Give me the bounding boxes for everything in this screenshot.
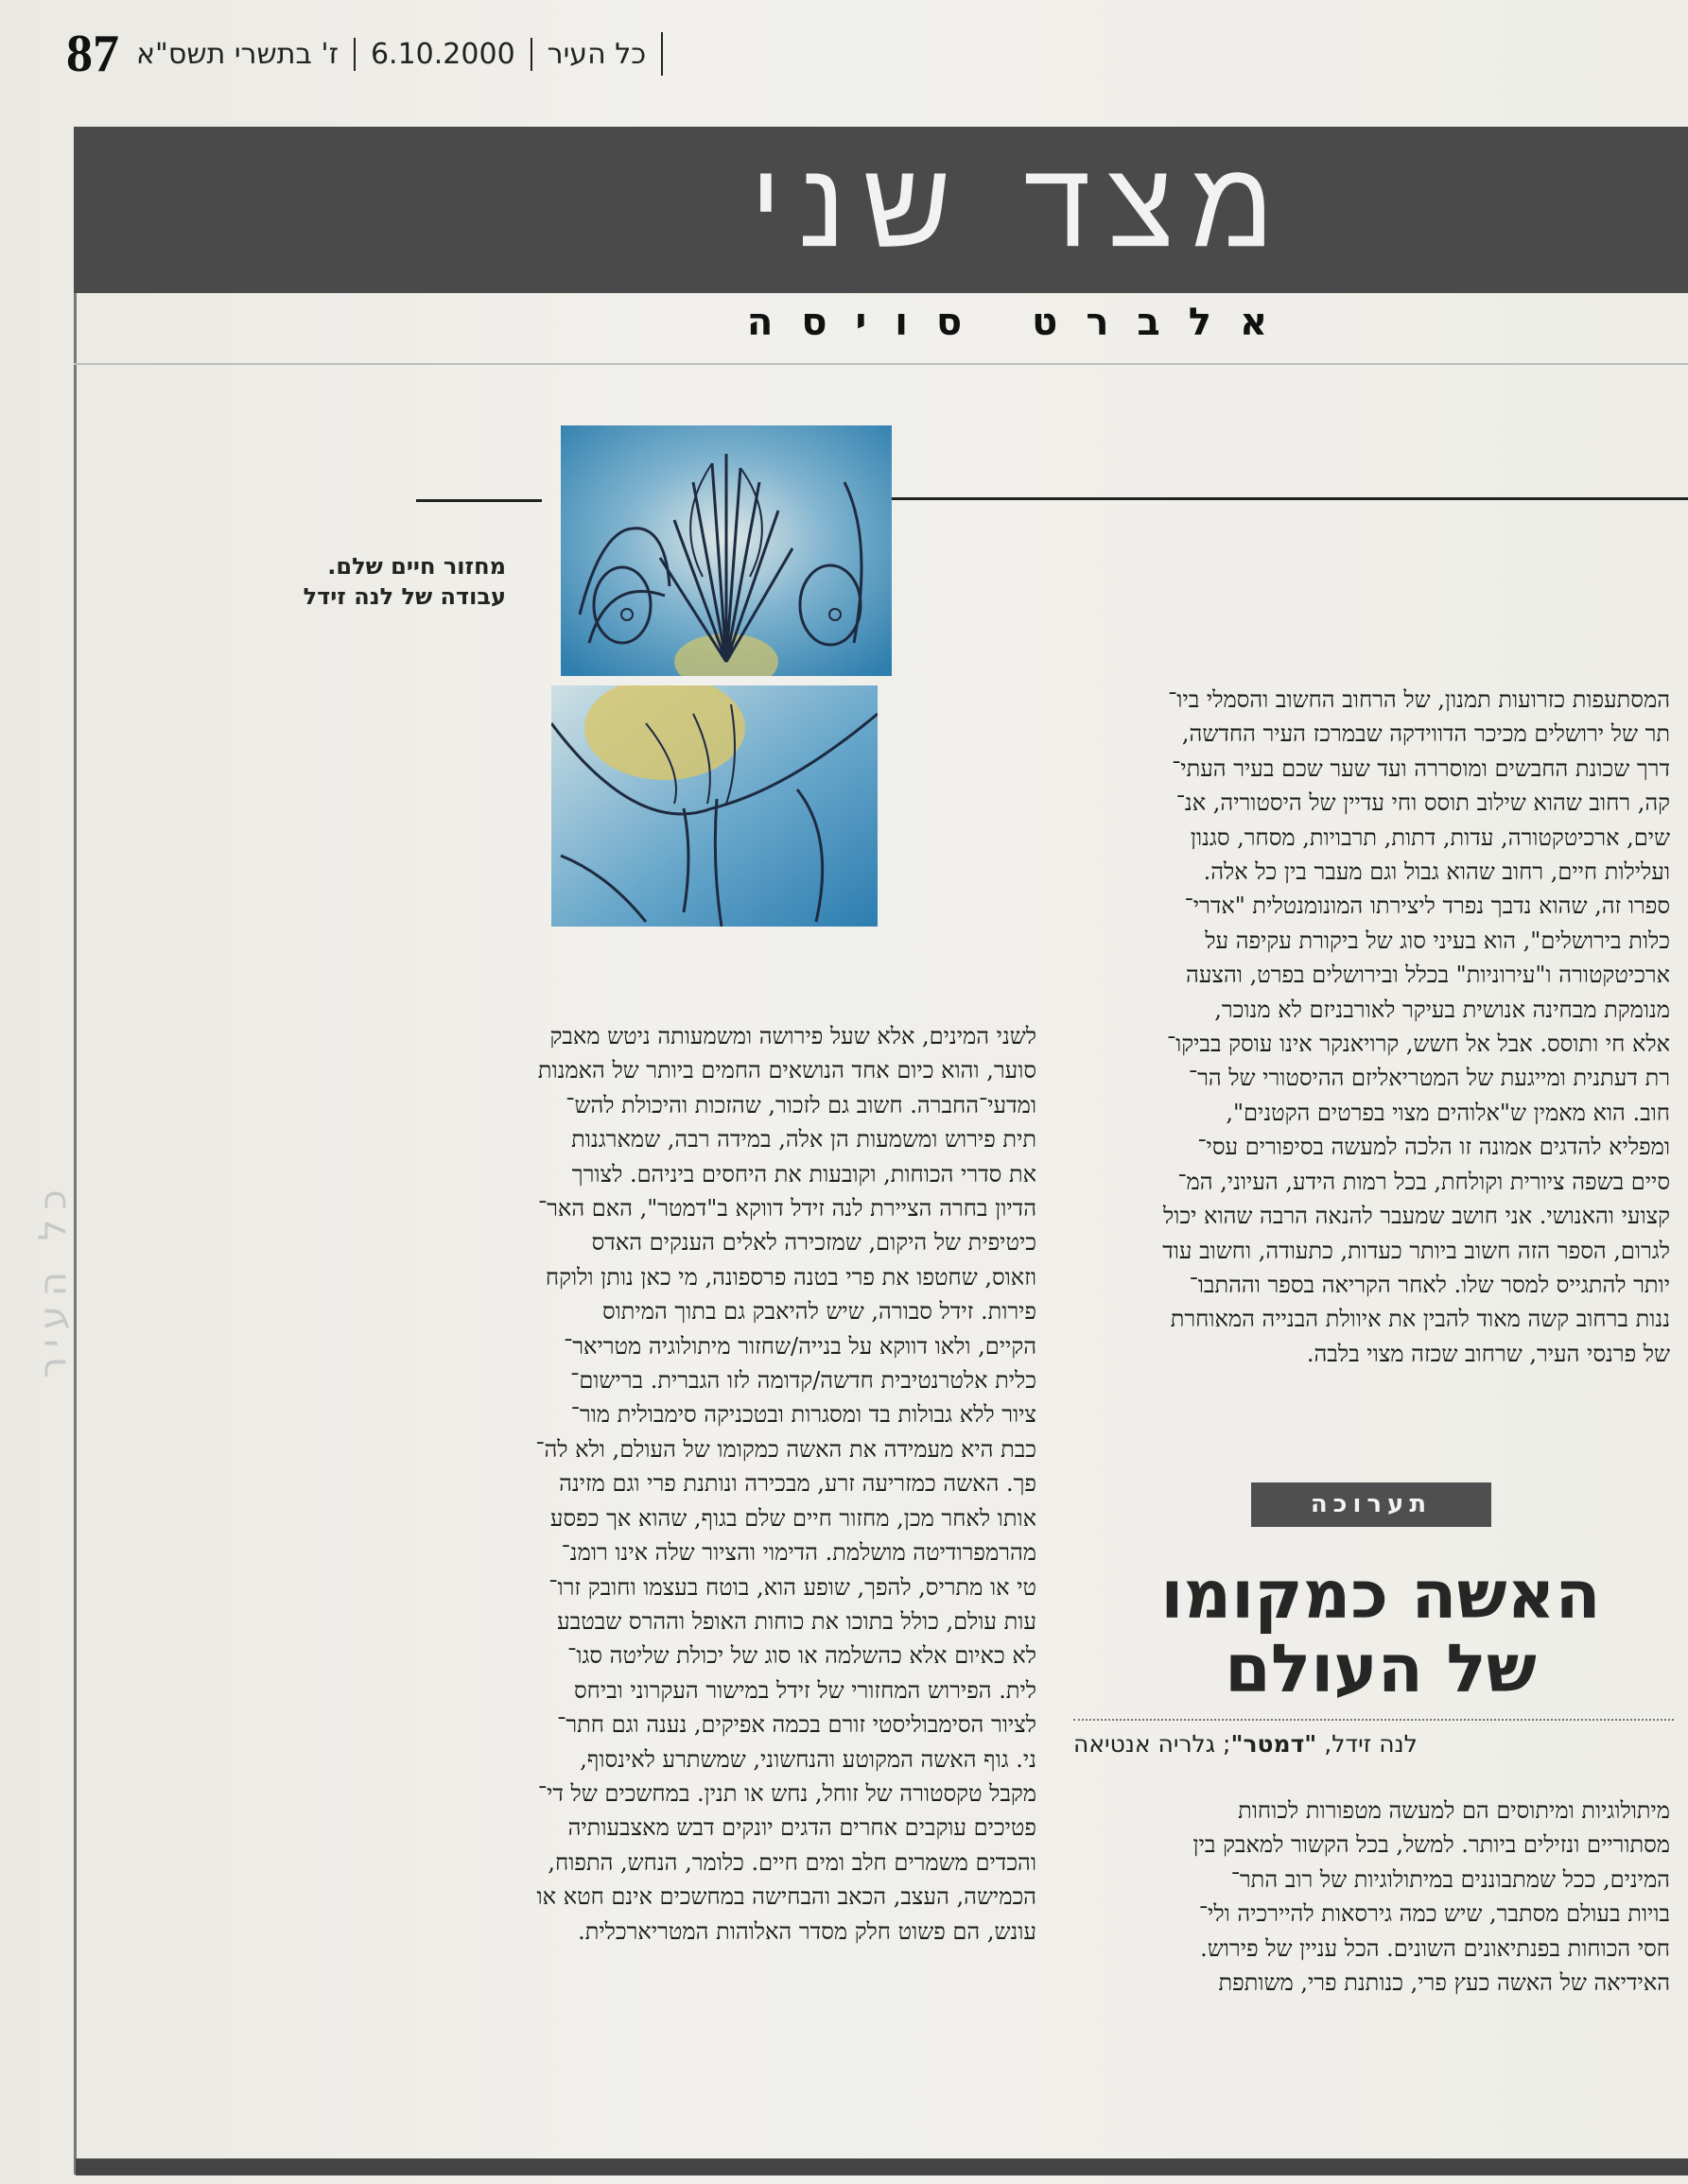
credit-gallery: ; גלריה אנטיאה xyxy=(1073,1730,1231,1758)
text-line: מקבל טקסטורה של זוחל, נחש או תנין. במחשכים של די־ xyxy=(537,1779,1036,1807)
text-line: טי או מתריס, להפך, שופע הוא, בוטח בעצמו וחובק זרו־ xyxy=(548,1573,1036,1601)
text-line: מיתולוגיות ומיתוסים הם למעשה מטפורות לכוחות xyxy=(1238,1797,1670,1824)
text-line: עונש, הם פשוט חלק מסדר האלוהות המטריארכלית. xyxy=(578,1917,1036,1945)
text-line: תית פירוש ומשמעות הן אלה, במידה רבה, שמארגנות xyxy=(571,1126,1036,1153)
text-line: הדיון בחרה הציירת לנה זידל דווקא ב"דמטר", האם האר־ xyxy=(537,1195,1036,1222)
bleed-through-label: כל העיר xyxy=(31,1180,76,1378)
text-line: לית. הפירוש המחזורי של זידל במישור העקרוני וביחס xyxy=(573,1676,1036,1704)
text-line: הקיים, ולאו דווקא על בנייה/שחזור מיתולוגיה מטריאר־ xyxy=(564,1332,1036,1360)
text-line: ועלילות חיים, רחוב שהוא גבול וגם מעבר בין כל אלה. xyxy=(1203,858,1670,886)
issue-date: 6.10.2000 xyxy=(354,38,531,71)
text-line: המינים, ככל שמתבוננים במיתולוגיות של רוב התר־ xyxy=(1230,1865,1670,1893)
headline-line-2: של העולם xyxy=(1225,1630,1537,1707)
text-line: רת דעתנית ומייגעת של המטריאליזם ההיסטורי של הר־ xyxy=(1188,1065,1670,1092)
text-line: לגרום, הספר הזה חשוב ביותר כעדות, כתעודה, וחשוב עוד xyxy=(1162,1237,1670,1264)
decorative-rule-right xyxy=(889,497,1688,500)
caption-line-2: עבודה של לנה זידל xyxy=(303,583,506,610)
column-banner xyxy=(74,127,1688,293)
text-line: בויות בעולם מסתבר, שיש כמה גירסאות להיירכיה ולי־ xyxy=(1198,1900,1670,1928)
text-line: ומפליא להדגים אמונה זו הלכה למעשה בסיפורים עסי־ xyxy=(1197,1134,1670,1161)
column-exhibition-continued xyxy=(416,1019,1036,1949)
text-line: עות עולם, כולל בתוכו את כוחות האופל וההרס שבטבע xyxy=(557,1607,1036,1635)
text-line: לציור הסימבוליסטי זורם בכמה אפיקים, נענה וגם חתר־ xyxy=(557,1711,1036,1739)
text-line: המסתעפות כזרועות תמנון, של הרחוב החשוב והסמלי ביו־ xyxy=(1168,686,1670,713)
text-line: והכדים משמרים חלב ומים חיים. כלומר, הנחש, התפוח, xyxy=(548,1848,1036,1876)
exhibition-credit xyxy=(1073,1730,1603,1758)
bleed-through-text xyxy=(31,1116,129,1428)
text-line: האידיאה של האשה כעץ פרי, כנותנת פרי, משותפת xyxy=(1218,1969,1670,1997)
hebrew-date: ז' בתשרי תשס"א xyxy=(136,37,339,71)
text-line: ציור ללא גבולות בד ומסגרות ובטכניקה סימבולית מור־ xyxy=(570,1401,1036,1429)
text-line: חוב. הוא מאמין ש"אלוהים מצוי בפרטים הקטנים", xyxy=(1226,1099,1670,1126)
text-line: מנומקת מבחינה אנושית בעיקר לאורבניזם לא מנוכר, xyxy=(1214,996,1670,1023)
credit-title: "דמטר" xyxy=(1230,1730,1317,1758)
text-line: דרך שכונת החבשים ומוסררה ועד שער שכם בעיר העתי־ xyxy=(1172,754,1670,782)
credit-artist: לנה זידל, xyxy=(1316,1730,1418,1758)
text-line: תר של ירושלים מכיכר הדווידקה שבמרכז העיר החדשה, xyxy=(1181,720,1670,748)
text-line: קה, רחוב שהוא שילוב תוסס וחי עדיין של היסטוריה, אנ־ xyxy=(1175,789,1670,817)
decorative-rule-left xyxy=(416,499,542,502)
text-line: ארכיטקטורה ו"עירוניות" בכלל ובירושלים בפרט, והצעה xyxy=(1186,962,1670,989)
page-number: 87 xyxy=(66,25,119,83)
column-exhibition-start xyxy=(1069,1794,1670,2000)
text-line: ננות ברחוב קשה מאוד להבין את איוולת הבנייה המאוחרת xyxy=(1170,1306,1670,1333)
text-line: ומדעי־החברה. חשוב גם לזכור, שהזכות והיכולת להש־ xyxy=(566,1091,1036,1118)
fold-line xyxy=(74,363,1688,365)
text-line: קצועי והאנושי. אני חושב שמעבר להנאה הרבה שהוא יכול xyxy=(1163,1203,1670,1230)
text-line: ספרו זה, שהוא נדבך נפרד ליצירתו המונומנטלית "אדרי־ xyxy=(1184,893,1670,920)
text-line: וזאוס, שחטפו את פרי בטנה פרספונה, מי כאן נותן ולוקח xyxy=(545,1263,1036,1291)
caption-line-1: מחזור חיים שלם. xyxy=(327,553,506,580)
text-line: חסי הכוחות בפנתיאונים השונים. הכל עניין של פירוש. xyxy=(1200,1934,1670,1962)
text-line: כיטיפית של היקום, שמזכירה לאלים הענקים האדס xyxy=(591,1229,1036,1257)
bottom-bar xyxy=(76,2158,1688,2175)
text-line: מסתוריים ונזילים ביותר. למשל, בכל הקשור למאבק בין xyxy=(1192,1831,1670,1859)
text-line: פך. האשה כמזריעה זרע, מבכירה ונותנת פרי וגם מזינה xyxy=(559,1470,1036,1498)
text-line: פטיכים עוקבים אחרים הדגים יונקים דבש מאצבעותיה xyxy=(567,1814,1036,1842)
header-divider xyxy=(661,32,663,76)
text-line: כלית אלטרנטיבית חדשה/קדומה לזו הגברית. ברישום־ xyxy=(570,1367,1036,1395)
text-line: לא כאיום אלא כהשלמה או סוג של יכולת שליטה סגו־ xyxy=(567,1642,1036,1670)
text-line: אותו לאחר מכן, מחזור חיים שלם בגוף, שהוא אך כפסע xyxy=(549,1504,1036,1532)
text-line: לשני המינים, אלא שעל פירושה ומשמעותה ניטש מאבק xyxy=(549,1023,1036,1049)
headline-line-1: האשה כמקומו xyxy=(1160,1556,1601,1634)
text-line: כבת היא מעמידה את האשה כמקומו של העולם, ולא לה־ xyxy=(535,1435,1036,1463)
text-line: שים, ארכיטקטורה, עדות, דתות, תרבויות, מסחר, סגנון xyxy=(1190,823,1670,851)
text-line: סוער, והוא כיום אחד הנושאים החמים ביותר של האמנות xyxy=(537,1057,1036,1084)
text-line: אלא חי ותוסס. אבל אל חשש, קרויאנקר אינו עוסק בביקו־ xyxy=(1166,1031,1670,1058)
text-line: את סדרי הכוחות, וקובעות את היחסים ביניהם. לצורך xyxy=(571,1160,1036,1187)
section-tag: תערוכה xyxy=(1251,1482,1491,1527)
column-book-review xyxy=(1069,683,1670,1371)
artwork-top-panel xyxy=(561,425,892,676)
text-line: של פרנסי העיר, שרחוב שכזה מצוי בלבה. xyxy=(1306,1340,1670,1367)
dotted-divider xyxy=(1073,1719,1674,1721)
artwork-bottom-panel xyxy=(551,685,878,927)
author-byline: אלברט סויסה xyxy=(746,301,1296,344)
text-line: כלות בירושלים", הוא בעיני סוג של ביקורת עקיפה על xyxy=(1205,927,1670,954)
text-line: פירות. זידל סבורה, שיש להיאבק גם בתוך המיתוס xyxy=(602,1298,1036,1326)
publication-name: כל העיר xyxy=(531,38,661,71)
text-line: סיים בשפה ציורית וקולחת, בכל רמות הידע, העיוני, המ־ xyxy=(1177,1168,1670,1195)
text-line: יותר להתגייס למסר שלו. לאחר הקריאה בספר וההתבו־ xyxy=(1189,1271,1670,1298)
image-caption xyxy=(222,551,506,612)
text-line: מהרמפרודיטה מושלמת. הדימוי והציור שלה אינו רומנ־ xyxy=(561,1539,1036,1567)
text-line: ני. גוף האשה המקוטע והנחשוני, שמשתרע לאינסוף, xyxy=(580,1745,1036,1773)
article-headline xyxy=(1116,1558,1645,1706)
text-line: הכמישה, העצב, הכאב והבחישה במחשכים אינם חטא או xyxy=(536,1883,1036,1911)
column-title: מצד שני xyxy=(750,134,1291,275)
running-header xyxy=(66,21,663,87)
